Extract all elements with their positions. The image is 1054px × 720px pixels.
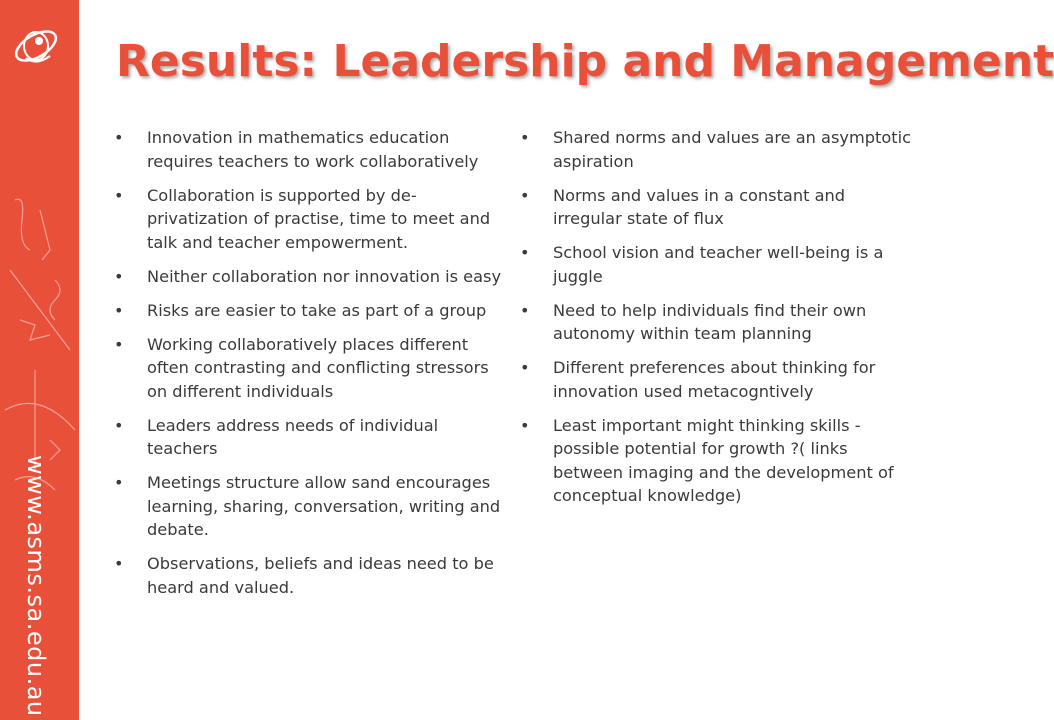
sidebar-band <box>0 0 79 720</box>
right-bullet-item: • School vision and teacher well-being is a juggle <box>518 241 918 288</box>
right-bullet-list <box>518 126 918 518</box>
left-bullet-item: • Risks are easier to take as part of a group <box>112 299 512 323</box>
left-bullet-item: • Working collaboratively places different often contrasting and conflicting stressors on different individuals <box>112 333 512 404</box>
left-bullet-list <box>112 126 512 610</box>
left-bullet-item: • Innovation in mathematics education requires teachers to work collaboratively <box>112 126 512 173</box>
right-bullet-item: • Different preferences about thinking for innovation used metacogntively <box>518 356 918 403</box>
website-url: www.asms.sa.edu.au <box>22 455 50 717</box>
left-bullet-item: • Meetings structure allow sand encourages learning, sharing, conversation, writing and debate. <box>112 471 512 542</box>
right-bullet-item: • Least important might thinking skills - possible potential for growth ?( links between imaging and the development of conceptual knowledge) <box>518 414 918 508</box>
left-bullet-item: • Observations, beliefs and ideas need to be heard and valued. <box>112 552 512 599</box>
right-bullet-item: • Need to help individuals find their own autonomy within team planning <box>518 299 918 346</box>
left-bullet-item: • Collaboration is supported by de-privatization of practise, time to meet and talk and teacher empowerment. <box>112 184 512 255</box>
left-bullet-item: • Neither collaboration nor innovation is easy <box>112 265 512 289</box>
right-bullet-item: • Shared norms and values are an asymptotic aspiration <box>518 126 918 173</box>
slide-title: Results: Leadership and Management <box>116 36 1054 87</box>
right-bullet-item: • Norms and values in a constant and irregular state of flux <box>518 184 918 231</box>
left-bullet-item: • Leaders address needs of individual teachers <box>112 414 512 461</box>
asms-orbit-logo-icon <box>8 22 66 70</box>
